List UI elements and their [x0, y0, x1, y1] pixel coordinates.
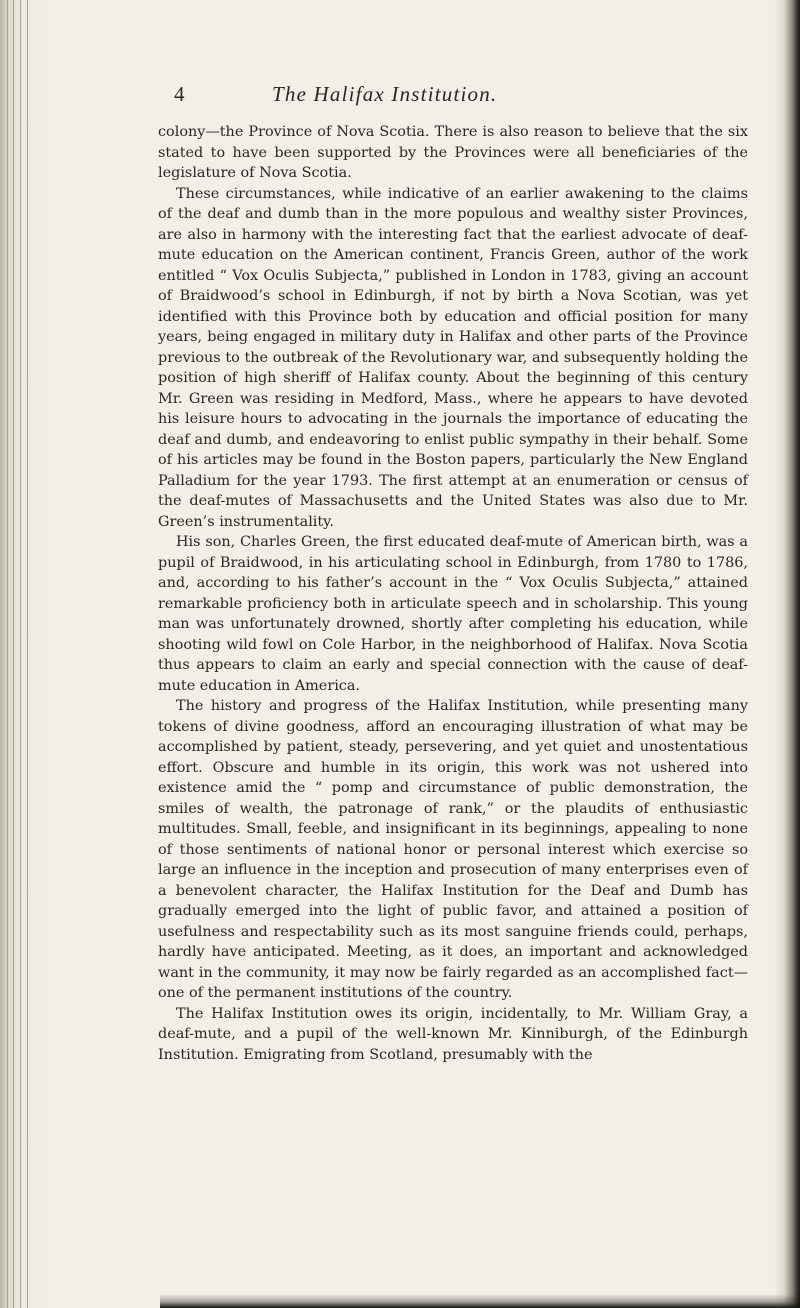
paragraph: His son, Charles Green, the first educated deaf-mute of American birth, was a pupil of Braidwood, in his articulating school in Edinburgh, from 1780 to 1786, and, according to his father’s account in the “ Vox Oculis Subjecta,” attained remarkable proficiency both in articulate speech and in scholarship. This young man was unfortunately drowned, shortly after completing his education, while shooting wild fowl on Cole Harbor, in the neighborhood of Halifax. Nova Scotia thus appears to claim an early and special connection with the cause of deaf-mute education in America.	[158, 534, 748, 694]
paragraph: colony—the Province of Nova Scotia. There is also reason to believe that the six stated to have been supported by the Provinces were all beneficiaries of the legislature of Nova Scotia.	[158, 124, 748, 181]
page-edge-shadow	[774, 0, 800, 1308]
paragraph: The history and progress of the Halifax Institution, while presenting many tokens of divine goodness, afford an encouraging illustration of what may be accomplished by patient, steady, persevering, and yet quiet and unostentatious effort. Obscure and humble in its origin, this work was not ushered into existence amid the “ pomp and circumstance of public demonstration, the smiles of wealth, the patronage of rank,” or the plaudits of enthusiastic multitudes. Small, feeble, and insignificant in its beginnings, appealing to none of those sentiments of national honor or personal interest which exercise so large an influence in the inception and prosecution of many enterprises even of a benevolent character, the Halifax Institution for the Deaf and Dumb has gradually emerged into the light of public favor, and attained a position of usefulness and respectability such as its most sanguine friends could, perhaps, hardly have anticipated. Meeting, as it does, an important and acknowledged want in the community, it may now be fairly regarded as an accomplished fact—one of the permanent institutions of the country.	[158, 698, 748, 1001]
paragraph: These circumstances, while indicative of an earlier awakening to the claims of the deaf and dumb than in the more populous and wealthy sister Provinces, are also in harmony with the interesting fact that the earliest advocate of deaf-mute education on the American continent, Francis Green, author of the work entitled “ Vox Oculis Subjecta,” published in London in 1783, giving an account of Braidwood’s school in Edinburgh, if not by birth a Nova Scotian, was yet identified with this Province both by education and official position for many years, being engaged in military duty in Halifax and other parts of the Province previous to the outbreak of the Revolutionary war, and subsequently holding the position of high sheriff of Halifax county. About the beginning of this century Mr. Green was residing in Medford, Mass., where he appears to have devoted his leisure hours to advocating in the journals the importance of educating the deaf and dumb, and endeavoring to enlist public sympathy in their behalf. Some of his articles may be found in the Boston papers, particularly the New England Palladium for the year 1793. The first attempt at an enumeration or census of the deaf-mutes of Massachusetts and the United States was also due to Mr. Green’s instrumentality.	[158, 185, 748, 530]
page-header	[0, 82, 800, 108]
bottom-edge-shadow	[160, 1294, 800, 1308]
book-gutter	[0, 0, 52, 1308]
paragraph: The Halifax Institution owes its origin, incidentally, to Mr. William Gray, a deaf-mute, and a pupil of the well-known Mr. Kinniburgh, of the Edinburgh Institution. Emigrating from Scotland, presumably with the	[158, 1005, 748, 1063]
page-number: 4	[174, 82, 185, 106]
running-head: The Halifax Institution.	[272, 82, 498, 106]
body-text	[158, 122, 748, 1065]
